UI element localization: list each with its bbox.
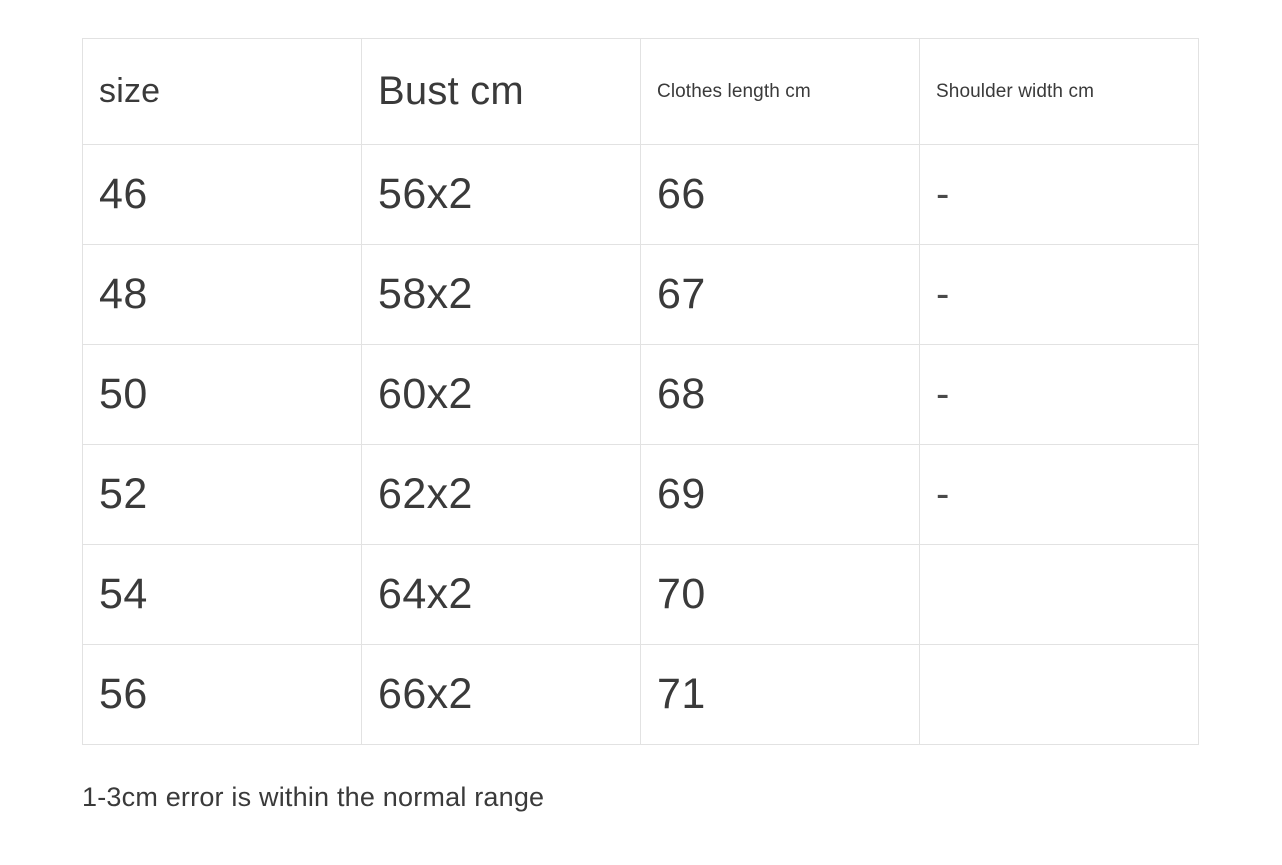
cell-size: 52 <box>83 445 362 545</box>
table-header-row <box>83 39 1199 145</box>
cell-size: 48 <box>83 245 362 345</box>
column-header-clothes-length: Clothes length cm <box>641 39 920 145</box>
column-header-bust: Bust cm <box>362 39 641 145</box>
cell-clothes-length: 70 <box>641 545 920 645</box>
cell-bust: 64x2 <box>362 545 641 645</box>
cell-clothes-length: 66 <box>641 145 920 245</box>
cell-size: 56 <box>83 645 362 745</box>
table-row <box>83 245 1199 345</box>
cell-shoulder-width <box>920 645 1199 745</box>
cell-shoulder-width: - <box>920 245 1199 345</box>
column-header-size: size <box>83 39 362 145</box>
cell-shoulder-width: - <box>920 345 1199 445</box>
table-header <box>83 39 1199 145</box>
size-chart-table <box>82 38 1199 745</box>
column-header-shoulder-width: Shoulder width cm <box>920 39 1199 145</box>
cell-bust: 62x2 <box>362 445 641 545</box>
table-row <box>83 545 1199 645</box>
cell-size: 50 <box>83 345 362 445</box>
cell-size: 54 <box>83 545 362 645</box>
cell-bust: 60x2 <box>362 345 641 445</box>
cell-size: 46 <box>83 145 362 245</box>
cell-clothes-length: 71 <box>641 645 920 745</box>
table-row <box>83 445 1199 545</box>
cell-clothes-length: 68 <box>641 345 920 445</box>
table-row <box>83 345 1199 445</box>
cell-shoulder-width <box>920 545 1199 645</box>
table-row <box>83 145 1199 245</box>
measurement-tolerance-note: 1-3cm error is within the normal range <box>82 782 545 812</box>
table-row <box>83 645 1199 745</box>
cell-shoulder-width: - <box>920 445 1199 545</box>
cell-clothes-length: 69 <box>641 445 920 545</box>
cell-bust: 58x2 <box>362 245 641 345</box>
cell-clothes-length: 67 <box>641 245 920 345</box>
cell-bust: 66x2 <box>362 645 641 745</box>
cell-bust: 56x2 <box>362 145 641 245</box>
cell-shoulder-width: - <box>920 145 1199 245</box>
table-body <box>83 145 1199 745</box>
